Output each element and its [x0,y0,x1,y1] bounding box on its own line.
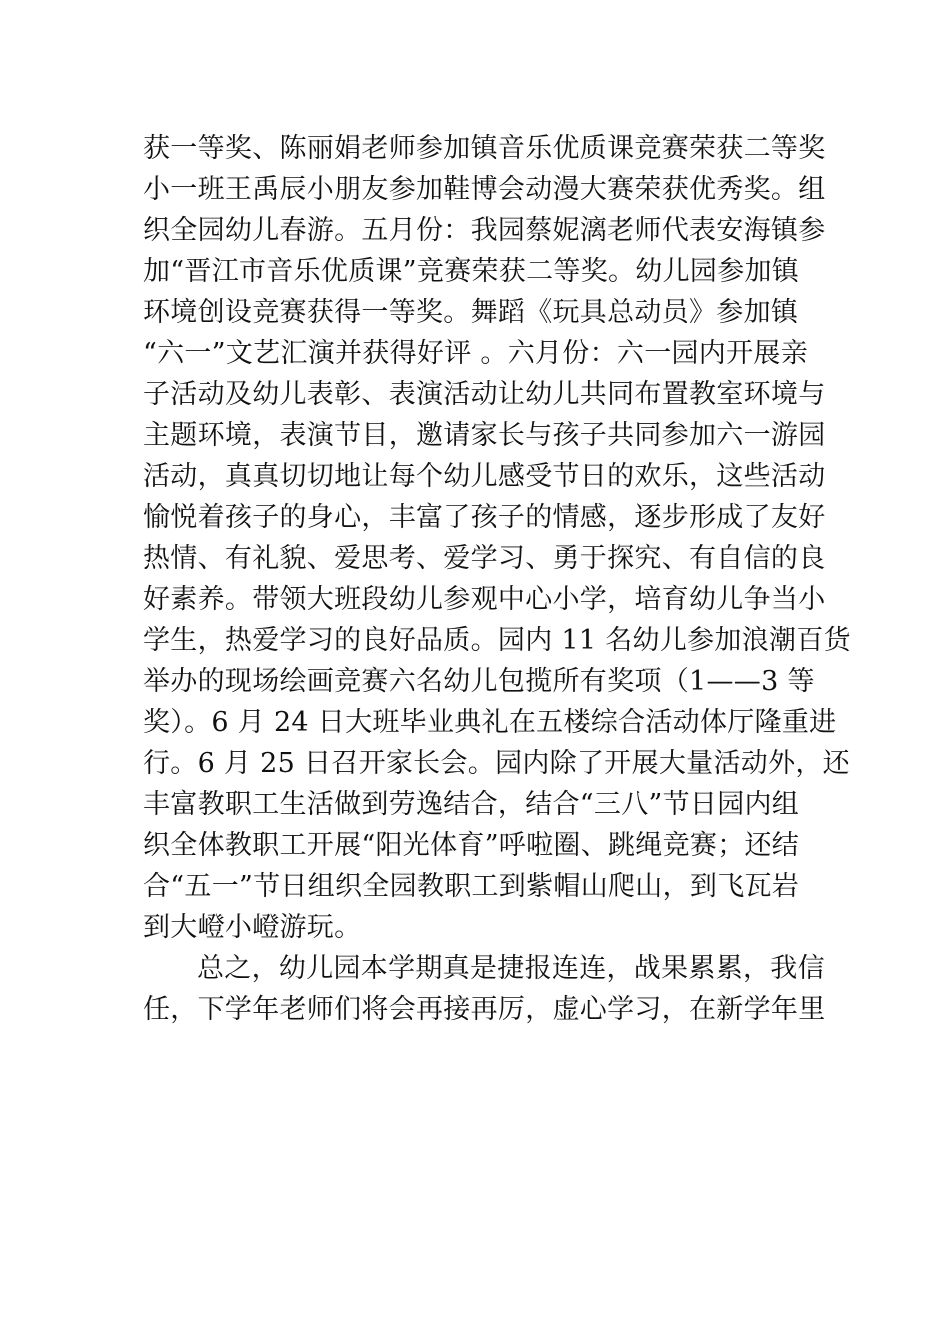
body-text [143,128,851,1030]
text-line: 获一等奖、陈丽娟老师参加镇音乐优质课竞赛荣获二等奖 [143,133,826,164]
text-line: 小一班王禹辰小朋友参加鞋博会动漫大赛荣获优秀奖。组 [143,174,826,205]
text-line: 学生，热爱学习的良好品质。园内 11 名幼儿参加浪潮百货 [143,625,851,656]
text-line: 到大嶝小嶝游玩。 [143,912,362,943]
text-line: “六一”文艺汇演并获得好评 。六月份：六一园内开展亲 [143,338,808,369]
text-line: 愉悦着孩子的身心，丰富了孩子的情感，逐步形成了友好 [143,502,826,533]
paragraph-first-line: 总之，幼儿园本学期真是捷报连连，战果累累，我信 [197,953,825,984]
text-line: 加“晋江市音乐优质课”竞赛荣获二等奖。幼儿园参加镇 [143,256,800,287]
text-line: 丰富教职工生活做到劳逸结合，结合“三八”节日园内组 [143,789,800,820]
text-line: 环境创设竞赛获得一等奖。舞蹈《玩具总动员》参加镇 [143,297,799,328]
text-line: 主题环境，表演节目，邀请家长与孩子共同参加六一游园 [143,420,826,451]
text-line: 好素养。带领大班段幼儿参观中心小学，培育幼儿争当小 [143,584,826,615]
text-line: 奖）。6 月 24 日大班毕业典礼在五楼综合活动体厅隆重进 [143,707,837,738]
text-line: 热情、有礼貌、爱思考、爱学习、勇于探究、有自信的良 [143,543,826,574]
text-line: 织全园幼儿春游。五月份：我园蔡妮漓老师代表安海镇参 [143,215,826,246]
text-line: 行。6 月 25 日召开家长会。园内除了开展大量活动外，还 [143,748,850,779]
text-line: 合“五一”节日组织全园教职工到紫帽山爬山，到飞瓦岩 [143,871,800,902]
text-line: 举办的现场绘画竞赛六名幼儿包揽所有奖项（1——3 等 [143,666,815,697]
text-line: 织全体教职工开展“阳光体育”呼啦圈、跳绳竞赛；还结 [143,830,800,861]
text-line: 子活动及幼儿表彰、表演活动让幼儿共同布置教室环境与 [143,379,826,410]
text-line: 任，下学年老师们将会再接再厉，虚心学习，在新学年里 [143,994,826,1025]
text-line: 活动，真真切切地让每个幼儿感受节日的欢乐，这些活动 [143,461,826,492]
